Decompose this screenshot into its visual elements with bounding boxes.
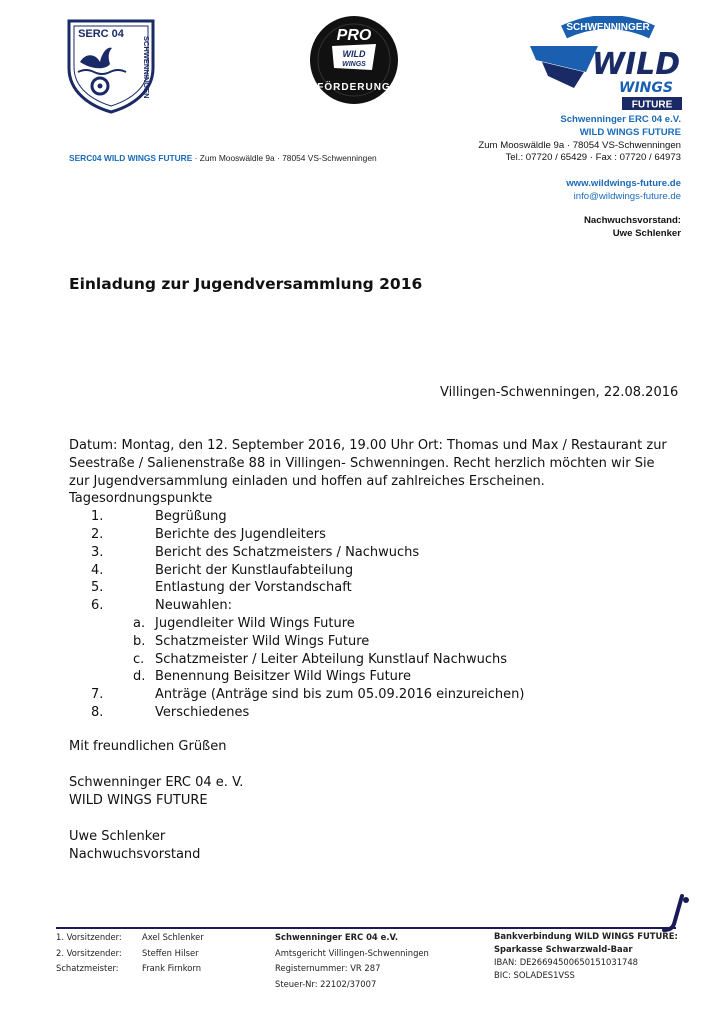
signature-role: Nachwuchsvorstand xyxy=(69,846,201,862)
ww-logo-wings: WINGS xyxy=(619,80,673,96)
footer-officer-name: Steffen Hilser xyxy=(142,947,199,958)
letter-body xyxy=(69,437,669,722)
letterhead-org-name: Schwenninger ERC 04 e.V. xyxy=(560,114,681,125)
agenda-subitem-letter: a. xyxy=(133,615,146,631)
footer-club-register: Registernummer: VR 287 xyxy=(275,963,381,973)
agenda-item-text: Entlastung der Vorstandschaft xyxy=(155,580,352,596)
letterhead-contact xyxy=(566,178,681,204)
agenda-item xyxy=(69,579,669,597)
agenda-title: Tagesordnungspunkte xyxy=(69,491,213,507)
agenda-sublist xyxy=(133,615,669,686)
agenda-item-number: 4. xyxy=(91,562,104,578)
agenda-item xyxy=(69,526,669,544)
footer-officer-role: 2. Vorsitzender: xyxy=(56,947,122,958)
letterhead-phone: Tel.: 07720 / 65429 · Fax : 07720 / 64973 xyxy=(505,152,681,164)
agenda-item xyxy=(69,704,669,722)
letter-subject: Einladung zur Jugendversammlung 2016 xyxy=(69,275,423,293)
agenda-subitem-text: Schatzmeister / Leiter Abteilung Kunstlauf Nachwuchs xyxy=(155,651,508,667)
agenda-item-text: Anträge (Anträge sind bis zum 05.09.2016 einzureichen) xyxy=(155,687,525,703)
footer-officer-role: 1. Vorsitzender: xyxy=(56,932,122,942)
signature-org-line1: Schwenninger ERC 04 e. V. xyxy=(69,775,244,790)
footer-bank-iban: IBAN: DE26694500650151031748 xyxy=(494,957,639,967)
agenda-item-number: 6. xyxy=(91,598,104,614)
agenda-subitem-letter: d. xyxy=(133,669,146,685)
agenda-subitem xyxy=(133,668,669,686)
agenda-subitem-letter: b. xyxy=(133,633,146,649)
agenda-item-number: 1. xyxy=(91,509,104,525)
pro-logo-wings: WINGS xyxy=(342,61,366,68)
agenda-item-text: Bericht der Kunstlaufabteilung xyxy=(155,562,354,578)
letterhead-org xyxy=(478,114,681,165)
letterhead-email-link[interactable]: info@wildwings-future.de xyxy=(573,190,681,202)
pro-logo-foerderung: FÖRDERUNG xyxy=(317,82,391,93)
footer-divider xyxy=(56,927,676,929)
agenda-item-number: 5. xyxy=(91,580,104,596)
footer-officer-names xyxy=(142,930,204,977)
pro-logo-text: PRO xyxy=(336,27,372,44)
agenda-subitem-letter: c. xyxy=(133,651,145,667)
agenda-subitem xyxy=(133,651,669,669)
sender-org: SERC04 WILD WINGS FUTURE xyxy=(69,153,193,163)
agenda-subitem-text: Schatzmeister Wild Wings Future xyxy=(155,633,370,649)
serc-logo-ring-text: SCHWENNINGEN xyxy=(142,36,151,99)
agenda-item-text: Bericht des Schatzmeisters / Nachwuchs xyxy=(155,544,420,560)
agenda-item-number: 3. xyxy=(91,544,104,560)
sender-address: · Zum Mooswäldle 9a · 78054 VS-Schwenningen xyxy=(192,153,377,163)
signature-org xyxy=(69,774,469,810)
agenda-sublist-wrap xyxy=(69,615,669,686)
intro-paragraph: Datum: Montag, den 12. September 2016, 19.00 Uhr Ort: Thomas und Max / Restaurant zur Seestraße / Salienenstraße 88 in Villingen- Schwenningen. Recht herzlich möchten wir Sie zur Jugendversammlung einladen und hoffen auf zahlreiches Erscheinen. xyxy=(69,438,667,489)
ww-logo-top: SCHWENNINGER xyxy=(566,22,650,33)
pro-logo-wild: WILD xyxy=(342,49,366,59)
agenda-item-text: Verschiedenes xyxy=(155,704,250,720)
pro-foerderung-puck-logo xyxy=(308,14,400,106)
closing-greeting: Mit freundlichen Grüßen xyxy=(69,739,227,754)
letterhead-web-link[interactable]: www.wildwings-future.de xyxy=(566,178,681,189)
letterhead-board-title: Nachwuchsvorstand: xyxy=(583,215,681,226)
signature-name: Uwe Schlenker xyxy=(69,829,166,844)
letterhead-board xyxy=(584,215,681,241)
footer-club-court: Amtsgericht Villingen-Schwenningen xyxy=(275,947,429,958)
footer-bank-name: Sparkasse Schwarzwald-Baar xyxy=(494,944,633,954)
agenda-subitem-text: Jugendleiter Wild Wings Future xyxy=(155,615,355,631)
serc-04-logo xyxy=(66,18,156,114)
footer-bank-info xyxy=(494,930,678,982)
signature-org-line2: WILD WINGS FUTURE xyxy=(69,792,208,808)
wild-wings-future-logo xyxy=(528,16,686,112)
footer-officer-roles xyxy=(56,930,122,977)
ww-logo-wild: WILD xyxy=(591,47,681,82)
agenda-subitem xyxy=(133,615,669,633)
agenda-item xyxy=(69,544,669,562)
agenda-item-text: Begrüßung xyxy=(155,509,227,525)
footer-officer-name: Frank Firnkorn xyxy=(142,963,202,973)
agenda-item xyxy=(69,686,669,704)
footer-officer-name: Axel Schlenker xyxy=(142,932,204,942)
hockey-stick-icon xyxy=(660,894,690,932)
agenda-list xyxy=(69,508,669,615)
footer-club-tax: Steuer-Nr: 22102/37007 xyxy=(275,978,377,989)
footer-club-name: Schwenninger ERC 04 e.V. xyxy=(275,932,399,942)
serc-logo-text: SERC 04 xyxy=(78,28,124,40)
place-date: Villingen-Schwenningen, 22.08.2016 xyxy=(440,385,679,400)
agenda-list-tail xyxy=(69,686,669,722)
agenda-item-text: Neuwahlen: xyxy=(155,598,233,614)
signature-person xyxy=(69,828,469,864)
agenda-item-text: Berichte des Jugendleiters xyxy=(155,526,326,542)
ww-logo-future: FUTURE xyxy=(631,99,673,111)
agenda-item-number: 7. xyxy=(91,687,104,703)
agenda-subitem-text: Benennung Beisitzer Wild Wings Future xyxy=(155,669,411,685)
agenda-item xyxy=(69,562,669,580)
letterhead-board-name: Uwe Schlenker xyxy=(612,227,681,239)
sender-return-line xyxy=(69,153,377,163)
agenda-item xyxy=(69,508,669,526)
letterhead-org-division: WILD WINGS FUTURE xyxy=(579,126,681,138)
agenda-item-number: 8. xyxy=(91,704,104,720)
letterhead-address: Zum Mooswäldle 9a · 78054 VS-Schwenningen xyxy=(478,139,681,151)
footer-bank-bic: BIC: SOLADES1VSS xyxy=(494,970,575,980)
agenda-item xyxy=(69,597,669,615)
agenda-item-number: 2. xyxy=(91,526,104,542)
footer-officer-role: Schatzmeister: xyxy=(56,963,119,973)
footer-club-info xyxy=(275,930,429,992)
agenda-subitem xyxy=(133,633,669,651)
footer-bank-title: Bankverbindung WILD WINGS FUTURE: xyxy=(494,931,678,941)
